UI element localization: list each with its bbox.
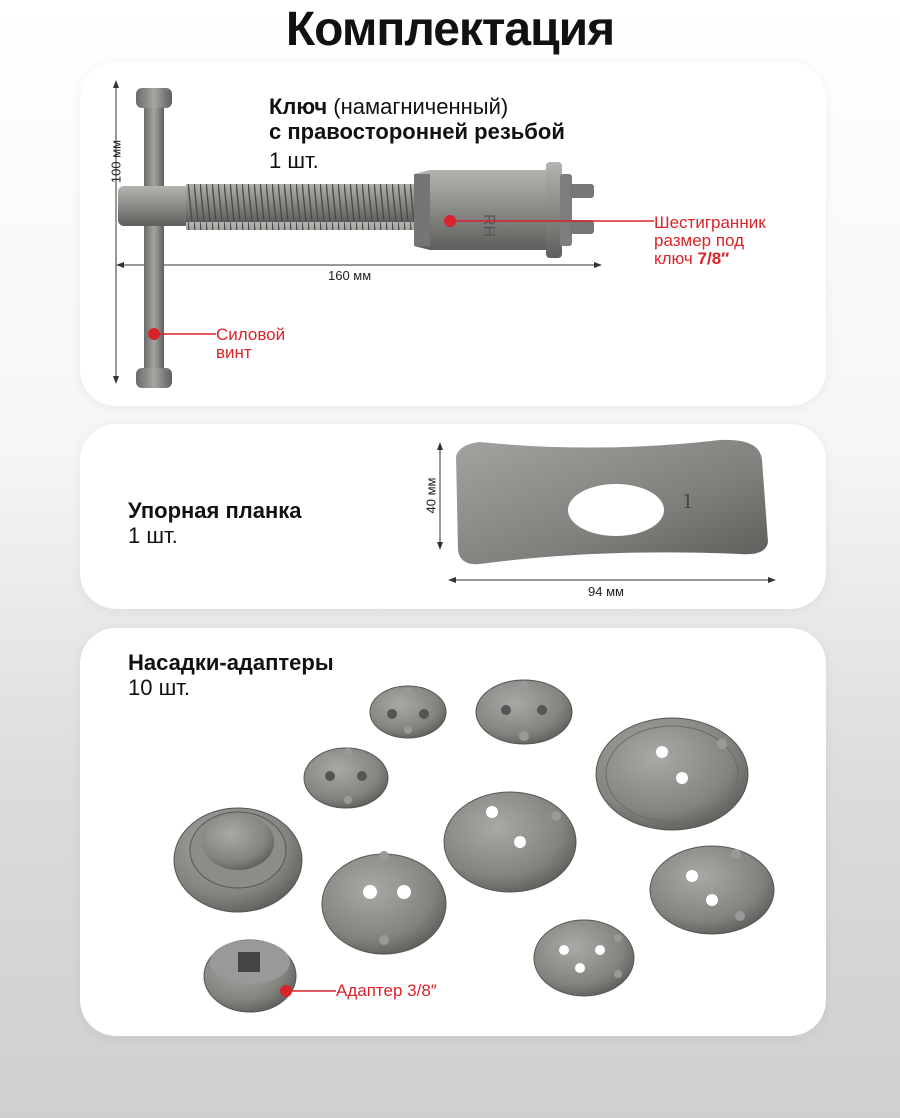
screw-label xyxy=(216,326,285,362)
adapter-disc-9 xyxy=(534,920,634,996)
plate-quantity: 1 шт. xyxy=(128,523,178,548)
key-heading-line2: с правосторонней резьбой xyxy=(269,119,565,144)
key-heading xyxy=(269,94,565,144)
adapter-disc-3 xyxy=(304,748,388,808)
adapter-disc-5 xyxy=(174,808,302,912)
key-height-dimension: 100 мм xyxy=(108,139,124,184)
screw-label-line1: Силовой xyxy=(216,325,286,344)
adapter-label: Адаптер 3/8″ xyxy=(336,981,437,1000)
adapter-disc-2 xyxy=(476,680,572,744)
adapter-disc-6 xyxy=(444,792,576,892)
adapter-3-8 xyxy=(204,940,296,1012)
adapter-disc-4 xyxy=(596,718,748,830)
adapter-disc-7 xyxy=(322,851,446,954)
adapters-heading: Насадки-адаптеры xyxy=(128,650,334,675)
adapter-disc-8 xyxy=(650,846,774,934)
plate-engraving: 1 xyxy=(682,488,693,513)
key-card xyxy=(80,62,826,406)
page-title: Комплектация xyxy=(285,3,615,56)
hex-label-line3: ключ xyxy=(654,249,698,268)
hex-size: 7/8″ xyxy=(697,249,730,268)
adapters-card xyxy=(80,628,826,1036)
plate-height-dimension: 40 мм xyxy=(423,477,439,514)
hex-label xyxy=(654,214,766,268)
adapters-illustration xyxy=(80,628,826,1036)
adapter-disc-1 xyxy=(370,686,446,738)
key-heading-line1: Ключ xyxy=(269,94,328,119)
adapters-quantity: 10 шт. xyxy=(128,675,190,700)
key-heading-note: (намагниченный) xyxy=(327,94,509,119)
plate-heading: Упорная планка xyxy=(128,498,302,523)
plate-width-dimension: 94 мм xyxy=(588,584,624,599)
plate-card xyxy=(80,424,826,609)
hex-label-line2: размер под xyxy=(654,231,745,250)
hex-label-line1: Шестигранник xyxy=(654,213,766,232)
key-quantity: 1 шт. xyxy=(269,148,319,173)
screw-label-line2: винт xyxy=(216,343,252,362)
rh-engraving: RH xyxy=(480,214,497,238)
key-length-dimension: 160 мм xyxy=(328,268,372,283)
